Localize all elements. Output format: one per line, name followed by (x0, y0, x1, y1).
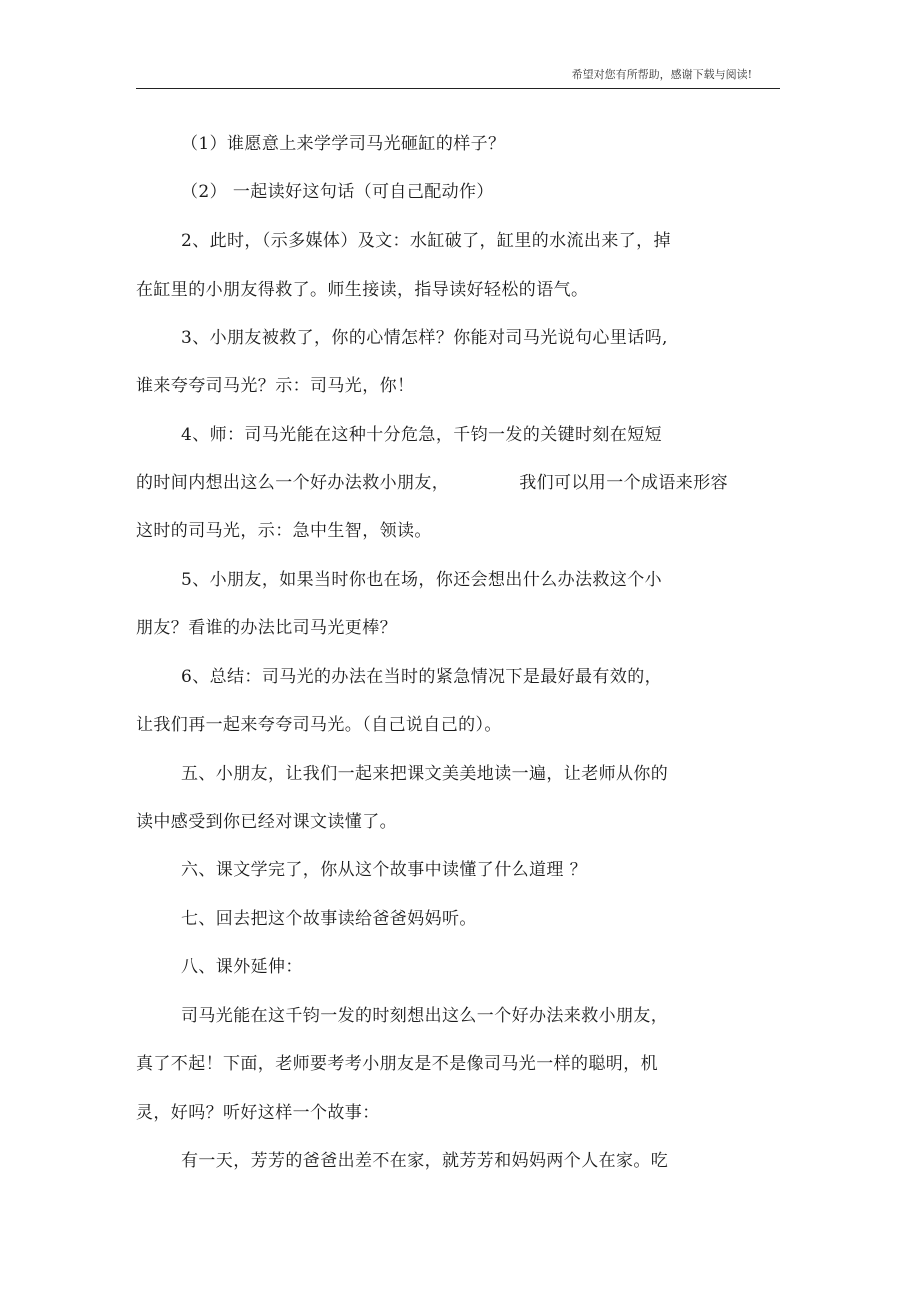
text-line: 读中感受到你已经对课文读懂了。 (136, 812, 397, 832)
text-line: 六、课文学完了，你从这个故事中读懂了什么道理 ？ (181, 860, 588, 880)
header-divider (136, 88, 780, 89)
header-note: 希望对您有所帮助，感谢下载与阅读! (571, 68, 752, 81)
text-line: 真了不起！下面，老师要考考小朋友是不是像司马光一样的聪明，机 (136, 1054, 658, 1074)
text-line: 2、此时，（示多媒体）及文：水缸破了，缸里的水流出来了，掉 (181, 231, 671, 251)
text-line: 4、师：司马光能在这种十分危急，千钧一发的关键时刻在短短 (181, 425, 663, 445)
text-line (136, 473, 728, 493)
text-line: 司马光能在这千钧一发的时刻想出这么一个好办法来救小朋友， (181, 1006, 669, 1026)
text-line: 七、回去把这个故事读给爸爸妈妈听。 (181, 909, 477, 929)
text-line: 八、课外延伸： (181, 957, 303, 977)
text-line: （2） 一起读好这句话（可自己配动作） (181, 182, 494, 202)
text-line: 5、小朋友，如果当时你也在场，你还会想出什么办法救这个小 (181, 570, 663, 590)
text-segment: 我们可以用一个成语来形容 (519, 473, 729, 493)
text-line: 在缸里的小朋友得救了。师生接读，指导读好轻松的语气。 (136, 280, 589, 300)
text-segment: 的时间内想出这么一个好办法救小朋友， (136, 473, 450, 493)
text-line: 有一天，芳芳的爸爸出差不在家，就芳芳和妈妈两个人在家。吃 (181, 1151, 669, 1171)
text-line: 五、小朋友，让我们一起来把课文美美地读一遍，让老师从你的 (181, 764, 669, 784)
text-line: 朋友？看谁的办法比司马光更棒？ (136, 618, 397, 638)
text-line: 3、小朋友被救了，你的心情怎样？你能对司马光说句心里话吗, (181, 328, 668, 348)
text-line: 谁来夸夸司马光？示：司马光，你！ (136, 376, 415, 396)
text-line: （1）谁愿意上来学学司马光砸缸的样子？ (181, 134, 506, 154)
text-line: 灵，好吗？听好这样一个故事： (136, 1103, 380, 1123)
text-line: 这时的司马光，示：急中生智，领读。 (136, 521, 432, 541)
text-line: 6、总结：司马光的办法在当时的紧急情况下是最好最有效的， (181, 667, 663, 687)
text-line: 让我们再一起来夸夸司马光。（自己说自己的）。 (136, 715, 502, 735)
